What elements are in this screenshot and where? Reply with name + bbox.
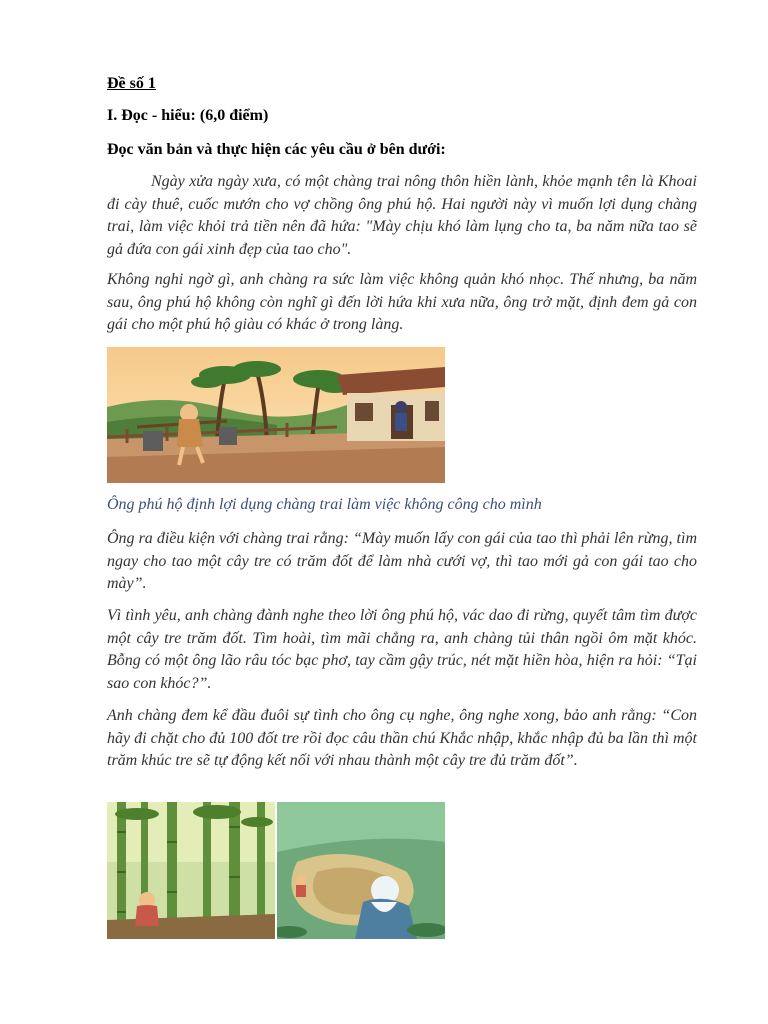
story-paragraph-4: Vì tình yêu, anh chàng đành nghe theo lời ông phú hộ, vác dao đi rừng, quyết tâm tìm được một cây tre trăm đốt. Tìm hoài, tìm mãi chẳng ra, anh chàng tủi thân ngồi ôm mặt khóc. Bỗng có một ông lão râu tóc bạc phơ, tay cầm gậy trúc, nét mặt hiền hòa, hiện ra hỏi: “Tại sao con khóc?”.	[107, 607, 697, 692]
story-paragraph-1: Ngày xửa ngày xưa, có một chàng trai nông thôn hiền lành, khỏe mạnh tên là Khoai đi cày thuê, cuốc mướn cho vợ chồng ông phú hộ. Hai người này vì muốn lợi dụng chàng trai, làm việc khỏi trả tiền nên đã hứa: "Mày chịu khó làm lụng cho ta, ba năm nữa tao sẽ gả đứa con gái xinh đẹp của tao cho".	[107, 173, 697, 258]
bamboo-forest-illustration	[107, 802, 275, 939]
document-title: Đề số 1	[107, 75, 156, 92]
illustration-caption: Ông phú hộ định lợi dụng chàng trai làm việc không công cho mình	[107, 496, 542, 513]
story-paragraph-2: Không nghi ngờ gì, anh chàng ra sức làm việc không quản khó nhọc. Thế nhưng, ba năm sau, ông phú hộ không còn nghĩ gì đến lời hứa khi xưa nữa, ông trở mặt, định đem gả con gái cho một phú hộ giàu có khác ở trong làng.	[107, 271, 697, 333]
instruction-text: Đọc văn bản và thực hiện các yêu cầu ở bên dưới:	[107, 141, 446, 158]
section-heading: I. Đọc - hiểu: (6,0 điểm)	[107, 107, 269, 124]
story-paragraph-5: Anh chàng đem kể đầu đuôi sự tình cho ông cụ nghe, ông nghe xong, bảo anh rằng: “Con hãy đi chặt cho đủ 100 đốt tre rồi đọc câu thần chú Khắc nhập, khắc nhập đủ ba lần thì một trăm khúc tre sẽ tự động kết nối với nhau thành một cây tre đủ trăm đốt”.	[107, 707, 697, 769]
story-paragraph-3: Ông ra điều kiện với chàng trai rằng: “Mày muốn lấy con gái của tao thì phải lên rừng, tìm ngay cho tao một cây tre có trăm đốt để làm nhà cưới vợ, thì tao mới gả con gái tao cho mày”.	[107, 530, 697, 592]
old-man-illustration	[277, 802, 445, 939]
farm-scene-illustration	[107, 347, 445, 483]
